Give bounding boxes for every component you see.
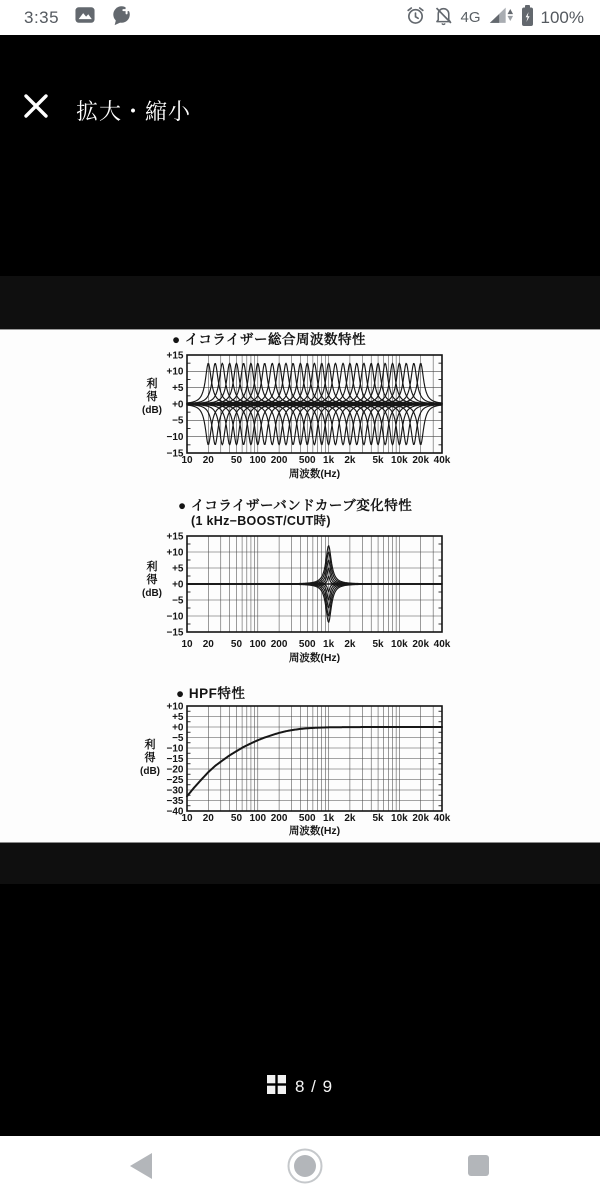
svg-text:+10: +10 (166, 701, 184, 713)
scan-letterbox-bottom (0, 842, 600, 884)
svg-text:周波数(Hz): 周波数(Hz) (288, 825, 341, 837)
gallery-icon (74, 5, 96, 30)
svg-text:−10: −10 (166, 611, 184, 623)
svg-text:50: 50 (230, 455, 243, 466)
chart1-eq-overall-frequency-response (140, 349, 470, 491)
svg-text:10: 10 (181, 639, 193, 650)
svg-text:+5: +5 (172, 383, 184, 395)
svg-text:20k: 20k (412, 639, 430, 650)
status-bar (0, 0, 600, 35)
svg-text:40k: 40k (433, 455, 451, 466)
svg-text:10k: 10k (391, 455, 408, 466)
svg-text:200: 200 (270, 813, 288, 824)
svg-text:−5: −5 (172, 415, 184, 427)
svg-text:500: 500 (298, 813, 316, 824)
svg-text:−10: −10 (166, 743, 184, 755)
chart2-subtitle: (1 kHz−BOOST/CUT時) (191, 514, 331, 528)
svg-text:20k: 20k (412, 813, 430, 824)
chat-add-icon (111, 4, 133, 31)
svg-text:20: 20 (202, 455, 214, 466)
svg-text:2k: 2k (344, 813, 356, 824)
svg-text:周波数(Hz): 周波数(Hz) (288, 652, 341, 664)
svg-text:20: 20 (202, 813, 214, 824)
svg-text:+0: +0 (172, 399, 184, 411)
svg-text:−15: −15 (166, 448, 184, 460)
svg-text:100: 100 (249, 455, 267, 466)
svg-text:−30: −30 (166, 785, 184, 797)
svg-text:1k: 1k (323, 813, 335, 824)
svg-text:−40: −40 (166, 806, 184, 818)
nav-recents-button[interactable] (448, 1136, 508, 1200)
chart2-y-axis-label: 利 得 (dB) (142, 561, 162, 599)
svg-text:5k: 5k (372, 639, 384, 650)
svg-text:500: 500 (298, 455, 316, 466)
svg-text:−15: −15 (166, 753, 184, 765)
back-triangle-icon (128, 1151, 154, 1186)
svg-text:10: 10 (181, 455, 193, 466)
svg-text:2k: 2k (344, 639, 356, 650)
chart3-title: ● HPF特性 (176, 686, 246, 701)
svg-text:20k: 20k (412, 455, 430, 466)
svg-text:40k: 40k (433, 639, 451, 650)
svg-text:+5: +5 (172, 563, 184, 575)
chart2-title: ● イコライザーバンドカーブ変化特性 (178, 498, 413, 513)
close-button[interactable] (20, 92, 52, 124)
svg-text:2k: 2k (344, 455, 356, 466)
network-type-label: 4G (460, 9, 481, 26)
svg-text:−15: −15 (166, 627, 184, 639)
svg-text:50: 50 (230, 813, 243, 824)
svg-text:周波数(Hz): 周波数(Hz) (288, 468, 341, 480)
svg-text:+0: +0 (172, 579, 184, 591)
battery-percent-label: 100% (540, 7, 584, 27)
svg-text:10k: 10k (391, 813, 408, 824)
svg-text:−20: −20 (166, 764, 184, 776)
svg-text:5k: 5k (372, 813, 384, 824)
svg-text:200: 200 (270, 639, 288, 650)
svg-text:+0: +0 (172, 722, 184, 734)
svg-text:10k: 10k (391, 639, 408, 650)
svg-text:1k: 1k (323, 639, 335, 650)
clock-time: 3:35 (24, 7, 60, 27)
svg-text:10: 10 (181, 813, 193, 824)
home-circle-icon (286, 1147, 324, 1190)
svg-text:−5: −5 (172, 732, 184, 744)
chart1-y-axis-label: 利 得 (dB) (142, 378, 162, 416)
svg-text:+10: +10 (166, 547, 184, 559)
android-nav-bar (0, 1136, 600, 1200)
svg-text:100: 100 (249, 813, 267, 824)
recents-square-icon (467, 1154, 490, 1182)
svg-text:1k: 1k (323, 455, 335, 466)
nav-back-button[interactable] (111, 1136, 171, 1200)
scan-letterbox-top (0, 276, 600, 329)
notifications-off-icon (433, 5, 454, 31)
chart3-hpf-response (140, 699, 470, 841)
alarm-icon (405, 5, 426, 31)
chart1-title: ● イコライザー総合周波数特性 (172, 332, 366, 347)
svg-text:+15: +15 (166, 531, 184, 543)
svg-text:100: 100 (249, 639, 267, 650)
svg-text:500: 500 (298, 639, 316, 650)
svg-text:−10: −10 (166, 432, 184, 444)
svg-text:−35: −35 (166, 795, 184, 807)
status-bar-left (24, 0, 133, 35)
thumbnail-grid-icon[interactable] (267, 1075, 286, 1099)
nav-home-button[interactable] (275, 1136, 335, 1200)
page-count-label: 8 / 9 (294, 1077, 334, 1096)
svg-text:−25: −25 (166, 774, 184, 786)
svg-text:+15: +15 (166, 350, 184, 362)
svg-text:20: 20 (202, 639, 214, 650)
chart3-y-axis-label: 利 得 (dB) (140, 739, 160, 777)
svg-text:−5: −5 (172, 595, 184, 607)
page-indicator (0, 1075, 600, 1099)
battery-charging-icon (521, 4, 534, 32)
svg-text:200: 200 (270, 455, 288, 466)
svg-text:50: 50 (230, 639, 243, 650)
document-page-view[interactable] (0, 329, 600, 842)
chart2-eq-band-curve-variation (140, 529, 470, 671)
svg-text:5k: 5k (372, 455, 384, 466)
close-icon (22, 92, 50, 125)
page-title: 拡大・縮小 (76, 99, 192, 124)
viewer-header (0, 35, 600, 124)
status-bar-right (405, 0, 585, 35)
svg-text:+10: +10 (166, 366, 184, 378)
svg-text:40k: 40k (433, 813, 451, 824)
svg-text:+5: +5 (172, 711, 184, 723)
signal-strength-icon (488, 5, 514, 30)
